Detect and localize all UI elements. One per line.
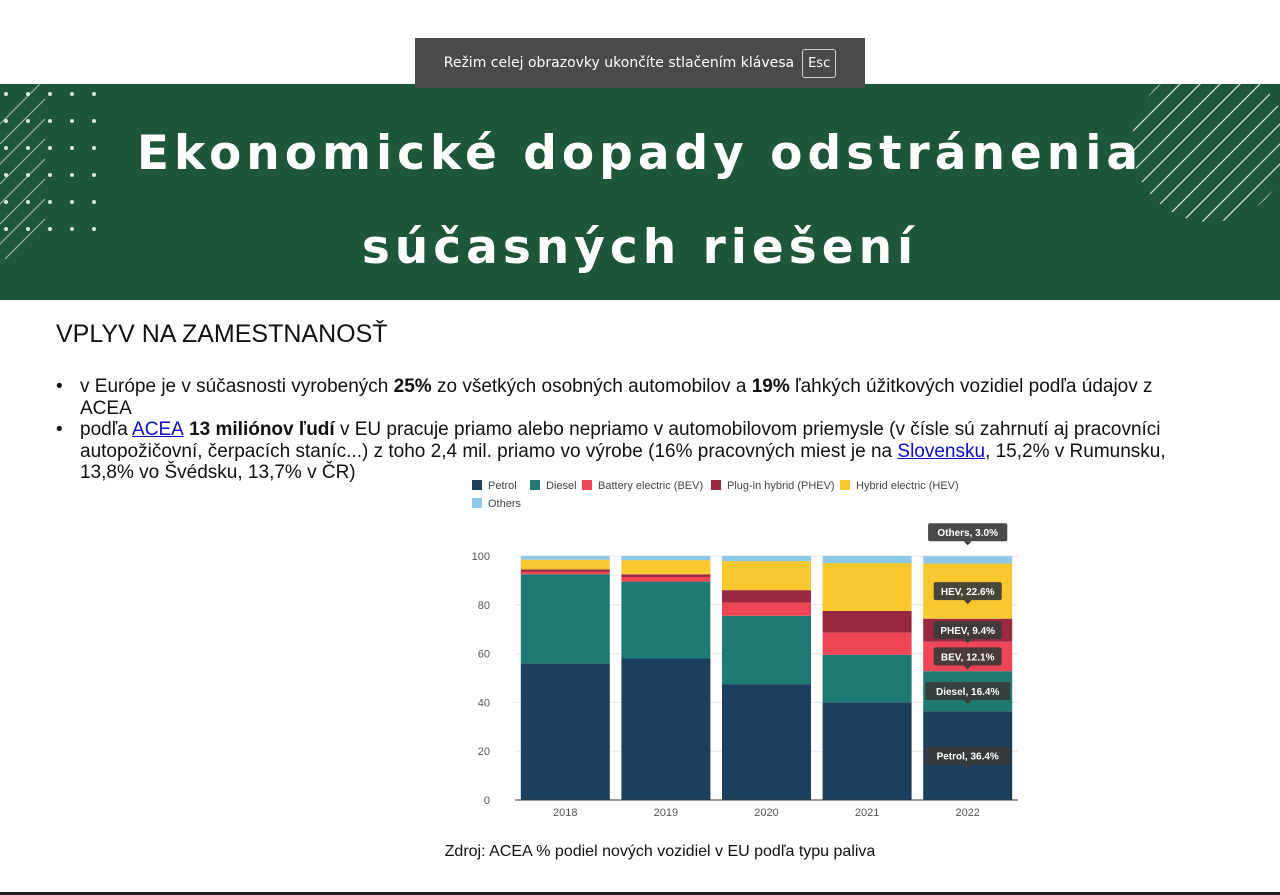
annotation-label: HEV, 22.6% — [940, 587, 995, 599]
section-heading: VPLYV NA ZAMESTNANOSŤ — [56, 320, 388, 348]
y-tick-label: 60 — [477, 648, 490, 661]
legend-label: Diesel — [546, 480, 577, 492]
x-tick-label: 2019 — [653, 807, 679, 819]
bullet-text: zo všetkých osobných automobilov a — [431, 376, 752, 397]
legend-swatch — [582, 480, 592, 490]
bar-segment — [823, 633, 912, 655]
bar-segment — [722, 684, 811, 800]
bar-segment — [823, 556, 912, 563]
annotation-label: BEV, 12.1% — [940, 652, 995, 664]
chart-caption: Zdroj: ACEA % podiel nových vozidiel v EU podľa typu paliva — [444, 843, 876, 860]
legend-label: Hybrid electric (HEV) — [856, 480, 959, 492]
bar-segment — [521, 569, 610, 571]
legend-swatch — [711, 480, 721, 490]
bar-segment — [823, 611, 912, 633]
bar-segment — [722, 603, 811, 616]
y-tick-label: 100 — [471, 551, 490, 563]
bullet-text: podľa — [80, 419, 133, 440]
bullet-dot: • — [56, 419, 63, 440]
y-tick-label: 20 — [477, 746, 490, 759]
fuel-share-chart — [460, 470, 1020, 830]
y-tick-label: 0 — [483, 795, 490, 807]
bullet-text: , 15,2% v Rumunsku, 13,8% vo Švédsku, 13,7% v ČR) — [80, 440, 1166, 483]
bullet-item — [56, 376, 1206, 419]
bar-segment — [722, 590, 811, 602]
x-tick-label: 2018 — [553, 807, 578, 819]
bullet-bold: 13 miliónov ľudí — [183, 419, 335, 440]
annotation-label: Others, 3.0% — [937, 528, 998, 540]
legend-swatch — [472, 480, 482, 490]
slovensko-link[interactable]: Slovensku — [897, 440, 986, 462]
fullscreen-notice — [415, 38, 865, 88]
bar-segment — [722, 561, 811, 590]
annotation-label: PHEV, 9.4% — [940, 626, 996, 638]
bar-segment — [621, 582, 710, 659]
annotation-pointer — [964, 541, 972, 545]
bar-segment — [521, 572, 610, 574]
bar-segment — [621, 577, 710, 582]
annotation-label: Petrol, 36.4% — [936, 751, 999, 763]
bar-segment — [823, 655, 912, 703]
bullet-dot: • — [56, 376, 63, 397]
x-tick-label: 2022 — [955, 807, 980, 819]
fullscreen-notice-text: Režim celej obrazovky ukončíte stlačením klávesa — [443, 55, 795, 71]
bullet-text: v EU pracuje priamo alebo nepriamo v automobilovom priemysle (v čísle sú zahrnutí aj pracovníci autopožičovní, čerpacích staníc...) z toho 2,4 mil. priamo vo výrobe (16% pracovných miest je na — [80, 419, 1161, 462]
bar-segment — [722, 616, 811, 684]
bar-segment — [521, 556, 610, 560]
legend-swatch — [530, 480, 540, 490]
bar-segment — [923, 556, 1012, 563]
bar-segment — [823, 702, 912, 800]
annotation-label: Diesel, 16.4% — [936, 687, 1000, 699]
y-tick-label: 40 — [477, 697, 490, 710]
legend-swatch — [840, 480, 850, 490]
bar-segment — [722, 556, 811, 561]
acea-link[interactable]: ACEA — [132, 419, 184, 440]
title-line-2: súčasných riešení — [361, 220, 919, 275]
legend-label: Others — [488, 498, 522, 510]
title-banner — [0, 84, 1280, 300]
legend-swatch — [472, 498, 482, 508]
bar-segment — [621, 658, 710, 800]
bar-segment — [823, 563, 912, 611]
title-line-1: Ekonomické dopady odstránenia — [136, 126, 1144, 181]
bar-segment — [521, 560, 610, 570]
legend-label: Plug-in hybrid (PHEV) — [727, 480, 835, 492]
bar-segment — [521, 663, 610, 800]
y-tick-label: 80 — [477, 599, 490, 612]
bar-segment — [621, 556, 710, 560]
esc-key-badge[interactable]: Esc — [802, 49, 836, 78]
x-tick-label: 2020 — [754, 807, 779, 819]
bullet-bold: 25% — [393, 376, 432, 397]
bullet-text: v Európe je v súčasnosti vyrobených — [80, 376, 394, 397]
legend-label: Battery electric (BEV) — [598, 480, 704, 492]
bullet-text: ľahkých úžitkových vozidiel podľa údajov z ACEA — [80, 376, 1153, 419]
bar-segment — [621, 560, 710, 574]
bar-segment — [521, 574, 610, 663]
bullet-bold: 19% — [751, 376, 790, 397]
bullet-list — [56, 376, 1206, 484]
bar-segment — [621, 574, 710, 577]
x-tick-label: 2021 — [854, 807, 880, 819]
legend-label: Petrol — [488, 480, 517, 492]
